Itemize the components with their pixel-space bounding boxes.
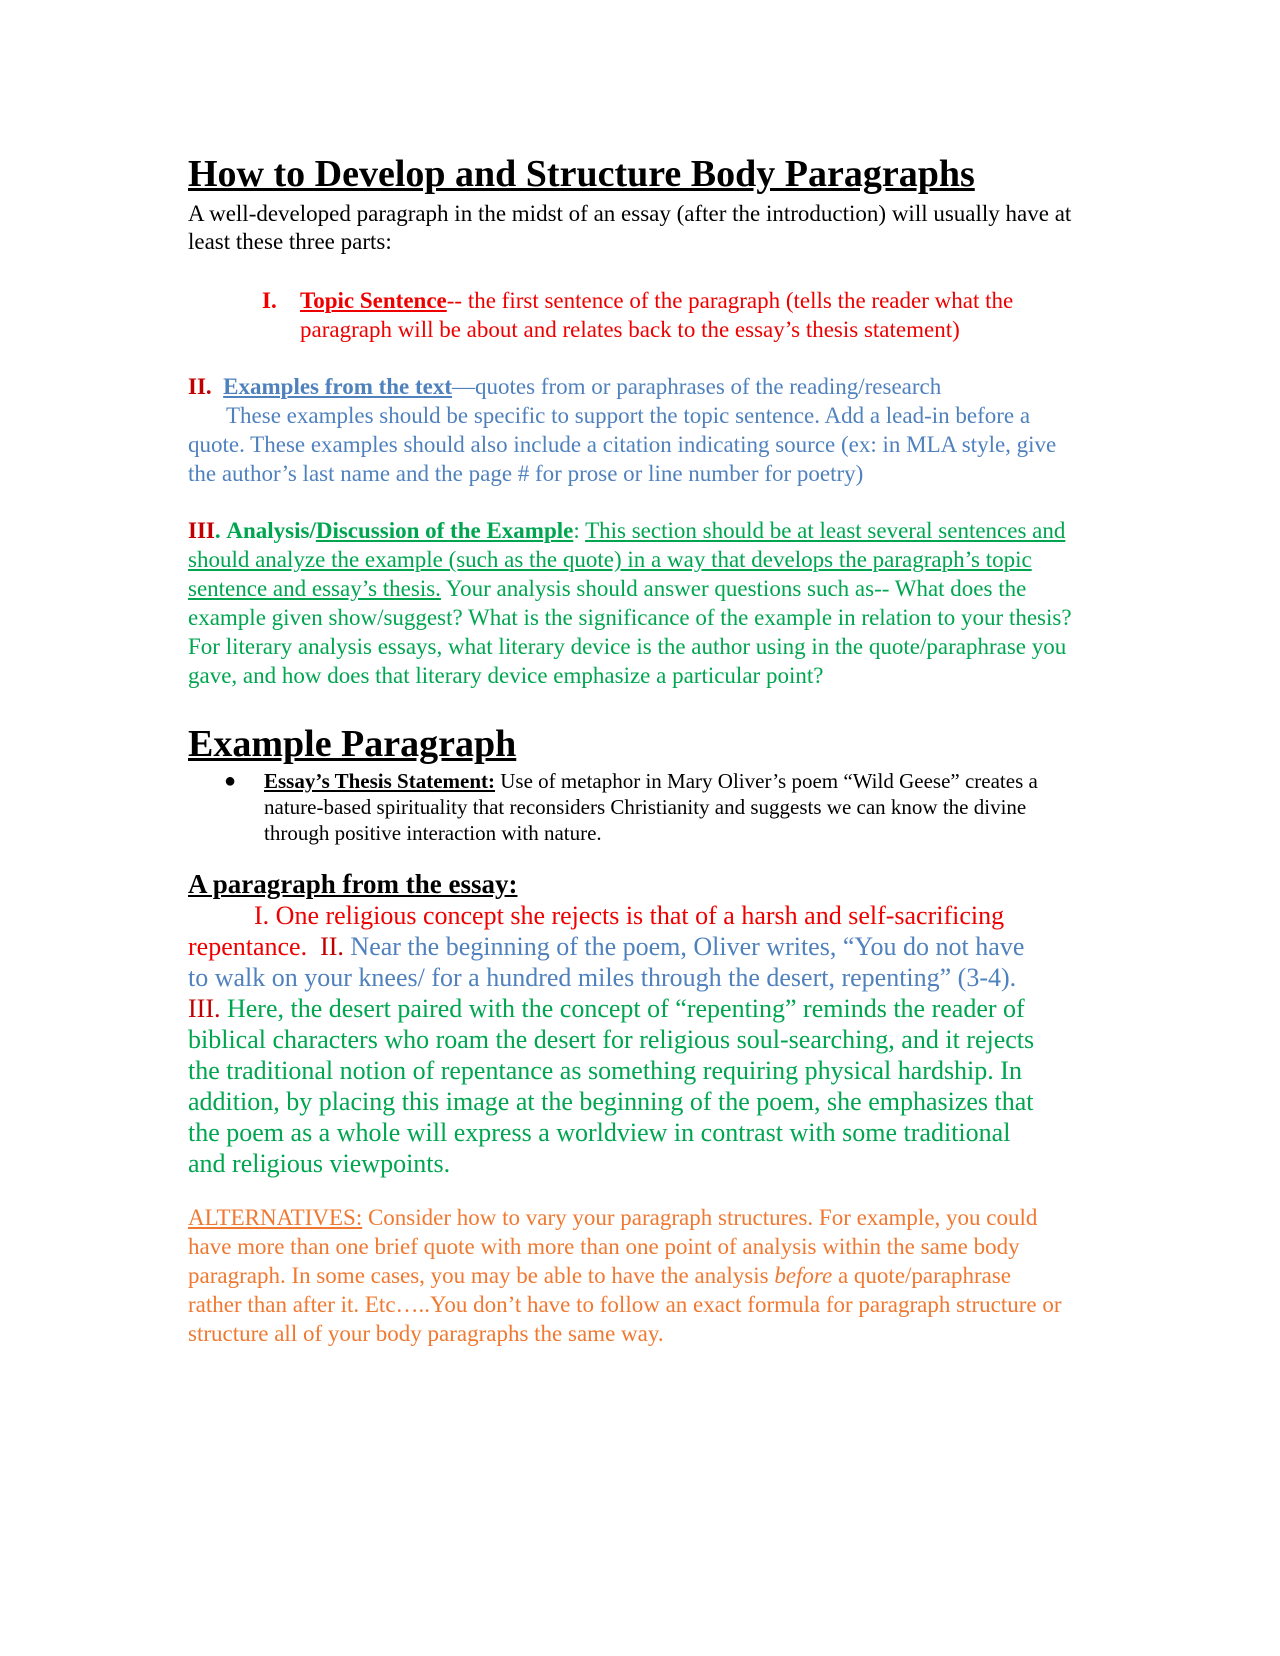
- alternatives-text-b: a quote/paraphrase rather than after it. Etc…..You don’t have to follow an exact formula for paragraph structure or structure all of your body paragraphs the same way.: [188, 1263, 1062, 1346]
- page-title: How to Develop and Structure Body Paragraphs: [188, 153, 975, 195]
- alternatives-text-a: Consider how to vary your paragraph structures. For example, you could have more than one brief quote with more than one point of analysis within the same body paragraph. In some cases, you may be able to have the analysis: [188, 1205, 1038, 1288]
- numeral: I.: [262, 288, 277, 313]
- analysis-label-b: Discussion of the Example: [315, 518, 574, 543]
- list-item: [188, 768, 1088, 846]
- paragraph-heading: A paragraph from the essay:: [188, 869, 518, 899]
- analysis-underlined-text: This section should be at least several sentences and should analyze the example (such as the quote) in a way that develops the paragraph’s topic sentence and essay’s thesis.: [188, 518, 1066, 601]
- para-numeral-2: II.: [320, 932, 344, 961]
- bullet-icon: ●: [224, 770, 237, 792]
- analysis-colon: :: [573, 518, 580, 543]
- example-paragraph: [188, 900, 1048, 1179]
- examples-text-line1: —quotes from or paraphrases of the reading/research: [452, 374, 942, 399]
- part-examples: [188, 372, 1088, 488]
- intro-text: A well-developed paragraph in the midst of an essay (after the introduction) will usually have at least these three parts:: [188, 201, 1072, 254]
- examples-label: Examples from the text: [223, 374, 453, 399]
- alternatives-note: [188, 1203, 1068, 1348]
- para-example: Near the beginning of the poem, Oliver writes, “You do not have to walk on your knees/ for a hundred miles through the desert, repenting” (3-4).: [188, 932, 1025, 992]
- para-numeral-1: I.: [254, 901, 270, 930]
- numeral-dot: .: [214, 518, 221, 543]
- examples-text-rest: These examples should be specific to support the topic sentence. Add a lead-in before a quote. These examples should also include a citation indicating source (ex: in MLA style, give the author’s last name and the page # for prose or line number for poetry): [188, 403, 1057, 486]
- para-numeral-3: III.: [188, 994, 221, 1023]
- thesis-list: [188, 768, 1088, 846]
- part-analysis: [188, 516, 1088, 690]
- numeral: III: [188, 518, 215, 543]
- para-analysis: Here, the desert paired with the concept of “repenting” reminds the reader of biblical characters who roam the desert for religious soul-searching, and it rejects the traditional notion of repentance as something requiring physical hardship. In addition, by placing this image at the beginning of the poem, she emphasizes that the poem as a whole will express a worldview in contrast with some traditional and religious viewpoints.: [188, 994, 1035, 1178]
- topic-text: -- the first sentence of the paragraph (tells the reader what the paragraph will be about and relates back to the essay’s thesis statement): [300, 288, 1014, 342]
- example-heading: Example Paragraph: [188, 723, 517, 765]
- analysis-label-a: Analysis/: [226, 518, 316, 543]
- numeral: II.: [188, 374, 212, 399]
- part-topic-sentence: [188, 286, 1088, 344]
- para-topic-sentence: One religious concept she rejects is that of a harsh and self-sacrificing repentance.: [188, 901, 1005, 961]
- thesis-label: Essay’s Thesis Statement:: [264, 769, 496, 793]
- analysis-text: Your analysis should answer questions such as-- What does the example given show/suggest? What is the significance of the example in relation to your thesis? For literary analysis essays, what literary device is the author using in the quote/paraphrase you gave, and how does that literary device emphasize a particular point?: [188, 576, 1072, 688]
- alternatives-emphasis: before: [774, 1263, 833, 1288]
- topic-label: Topic Sentence: [300, 288, 447, 313]
- document-body: [188, 150, 1088, 1348]
- thesis-text: Use of metaphor in Mary Oliver’s poem “Wild Geese” creates a nature-based spirituality that reconsiders Christianity and suggests we can know the divine through positive interaction with nature.: [264, 769, 1038, 845]
- alternatives-label: ALTERNATIVES:: [188, 1205, 363, 1230]
